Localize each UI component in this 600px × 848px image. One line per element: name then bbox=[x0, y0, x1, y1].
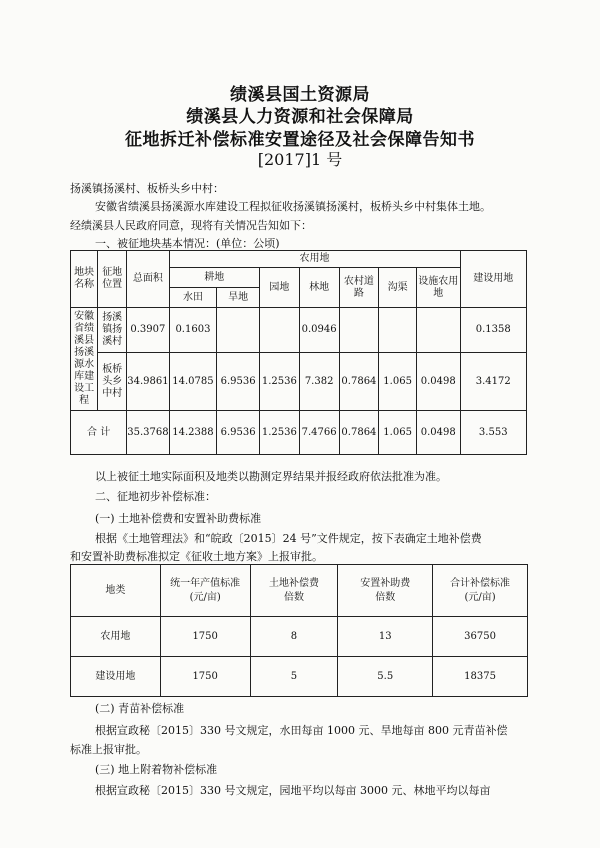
total-standard-cell: 36750 bbox=[433, 617, 528, 657]
header-paddy: 水田 bbox=[169, 288, 217, 308]
ditch-cell: 1.065 bbox=[379, 411, 417, 455]
paddy-cell: 14.2388 bbox=[169, 411, 217, 455]
construction-cell: 3.4172 bbox=[460, 353, 527, 411]
header-land-type: 地类 bbox=[71, 565, 161, 617]
addressee: 扬溪镇扬溪村、板桥头乡中村： bbox=[70, 182, 224, 195]
facility-cell: 0.0498 bbox=[416, 353, 460, 411]
header-total-standard-unit: (元/亩) bbox=[464, 591, 496, 603]
plot-name-cell: 安徽省绩溪县扬溪源水库建设工程 bbox=[71, 308, 98, 411]
title-line-3: 征地拆迁补偿标准安置途径及社会保障告知书 bbox=[125, 130, 475, 150]
subsection-2-text-1: 根据宣政秘〔2015〕330 号文规定，水田每亩 1000 元、旱地每亩 800 元青苗补偿 bbox=[95, 724, 508, 737]
total-label: 合 计 bbox=[71, 411, 127, 455]
subsection-3-heading: (三) 地上附着物补偿标准 bbox=[95, 763, 218, 776]
facility-cell: 0.0498 bbox=[416, 411, 460, 455]
document-number: [2017]1 号 bbox=[257, 150, 343, 169]
output-cell: 1750 bbox=[160, 617, 250, 657]
subsection-1-text-1: 根据《土地管理法》和“皖政〔2015〕24 号”文件规定，按下表确定土地补偿费 bbox=[95, 532, 482, 545]
title-line-1: 绩溪县国土资源局 bbox=[230, 85, 370, 105]
dry-cell bbox=[217, 308, 260, 353]
forest-cell: 7.382 bbox=[299, 353, 339, 411]
header-ditch: 沟渠 bbox=[379, 268, 417, 308]
header-land-comp-unit: 倍数 bbox=[283, 591, 304, 603]
header-total-standard-label: 合计补偿标准 bbox=[450, 577, 511, 589]
road-cell bbox=[339, 308, 379, 353]
garden-cell: 1.2536 bbox=[259, 411, 299, 455]
table-row bbox=[71, 308, 527, 353]
road-cell: 0.7864 bbox=[339, 411, 379, 455]
resettle-cell: 5.5 bbox=[338, 657, 433, 697]
section-2-heading: 二、征地初步补偿标准： bbox=[95, 490, 216, 503]
total-cell: 0.3907 bbox=[127, 308, 169, 353]
land-comp-cell: 5 bbox=[250, 657, 338, 697]
section-1-heading: 一、被征地块基本情况：(单位：公顷) bbox=[95, 237, 280, 250]
land-comp-cell: 8 bbox=[250, 617, 338, 657]
facility-cell bbox=[416, 308, 460, 353]
paddy-cell: 14.0785 bbox=[169, 353, 217, 411]
header-construction: 建设用地 bbox=[460, 251, 527, 308]
dry-cell: 6.9536 bbox=[217, 411, 260, 455]
header-annual-output-label: 统一年产值标准 bbox=[170, 577, 241, 589]
intro-paragraph-1: 安徽省绩溪县扬溪源水库建设工程拟征收扬溪镇扬溪村，板桥头乡中村集体土地。 bbox=[95, 200, 491, 213]
header-land-comp-label: 土地补偿费 bbox=[268, 577, 319, 589]
header-annual-output bbox=[160, 565, 250, 617]
area-note: 以上被征土地实际面积及地类以勘测定界结果并报经政府依法批准为准。 bbox=[95, 470, 447, 483]
header-forest: 林地 bbox=[299, 268, 339, 308]
subsection-3-text-1: 根据宣政秘〔2015〕330 号文规定，园地平均以每亩 3000 元、林地平均以每亩 bbox=[95, 784, 491, 797]
header-facility: 设施农用地 bbox=[416, 268, 460, 308]
header-annual-output-unit: (元/亩) bbox=[189, 591, 221, 603]
garden-cell bbox=[259, 308, 299, 353]
table-row bbox=[71, 617, 528, 657]
header-resettlement-unit: 倍数 bbox=[375, 591, 396, 603]
table-row bbox=[71, 657, 528, 697]
type-cell: 建设用地 bbox=[71, 657, 161, 697]
subsection-1-heading: (一) 土地补偿费和安置补助费标准 bbox=[95, 512, 262, 525]
forest-cell: 0.0946 bbox=[299, 308, 339, 353]
total-cell: 35.3768 bbox=[127, 411, 169, 455]
header-farmland: 农用地 bbox=[169, 251, 460, 268]
type-cell: 农用地 bbox=[71, 617, 161, 657]
header-garden: 园地 bbox=[259, 268, 299, 308]
subsection-2-text-2: 标准上报审批。 bbox=[70, 743, 147, 756]
garden-cell: 1.2536 bbox=[259, 353, 299, 411]
header-total-standard bbox=[433, 565, 528, 617]
subsection-1-text-2: 和安置补助费标准拟定《征收土地方案》上报审批。 bbox=[70, 550, 323, 563]
header-rural-road: 农村道路 bbox=[339, 268, 379, 308]
total-standard-cell: 18375 bbox=[433, 657, 528, 697]
header-resettlement-label: 安置补助费 bbox=[360, 577, 411, 589]
forest-cell: 7.4766 bbox=[299, 411, 339, 455]
title-line-2: 绩溪县人力资源和社会保障局 bbox=[186, 107, 414, 127]
resettle-cell: 13 bbox=[338, 617, 433, 657]
total-row bbox=[71, 411, 527, 455]
header-land-comp bbox=[250, 565, 338, 617]
output-cell: 1750 bbox=[160, 657, 250, 697]
dry-cell: 6.9536 bbox=[217, 353, 260, 411]
header-resettlement bbox=[338, 565, 433, 617]
paddy-cell: 0.1603 bbox=[169, 308, 217, 353]
header-total-area: 总面积 bbox=[127, 251, 169, 308]
location-cell: 板桥头乡中村 bbox=[98, 353, 127, 411]
header-dry: 旱地 bbox=[217, 288, 260, 308]
header-cultivated: 耕地 bbox=[169, 268, 259, 288]
location-cell: 扬溪镇扬溪村 bbox=[98, 308, 127, 353]
ditch-cell bbox=[379, 308, 417, 353]
construction-cell: 3.553 bbox=[460, 411, 527, 455]
road-cell: 0.7864 bbox=[339, 353, 379, 411]
header-location: 征地位置 bbox=[98, 251, 127, 308]
compensation-table bbox=[70, 564, 528, 697]
ditch-cell: 1.065 bbox=[379, 353, 417, 411]
total-cell: 34.9861 bbox=[127, 353, 169, 411]
intro-paragraph-2: 经绩溪县人民政府同意，现将有关情况告知如下： bbox=[70, 219, 312, 232]
land-area-table bbox=[70, 250, 527, 455]
construction-cell: 0.1358 bbox=[460, 308, 527, 353]
header-plot-name: 地块名称 bbox=[71, 251, 98, 308]
table-row bbox=[71, 353, 527, 411]
subsection-2-heading: (二) 青苗补偿标准 bbox=[95, 702, 185, 715]
